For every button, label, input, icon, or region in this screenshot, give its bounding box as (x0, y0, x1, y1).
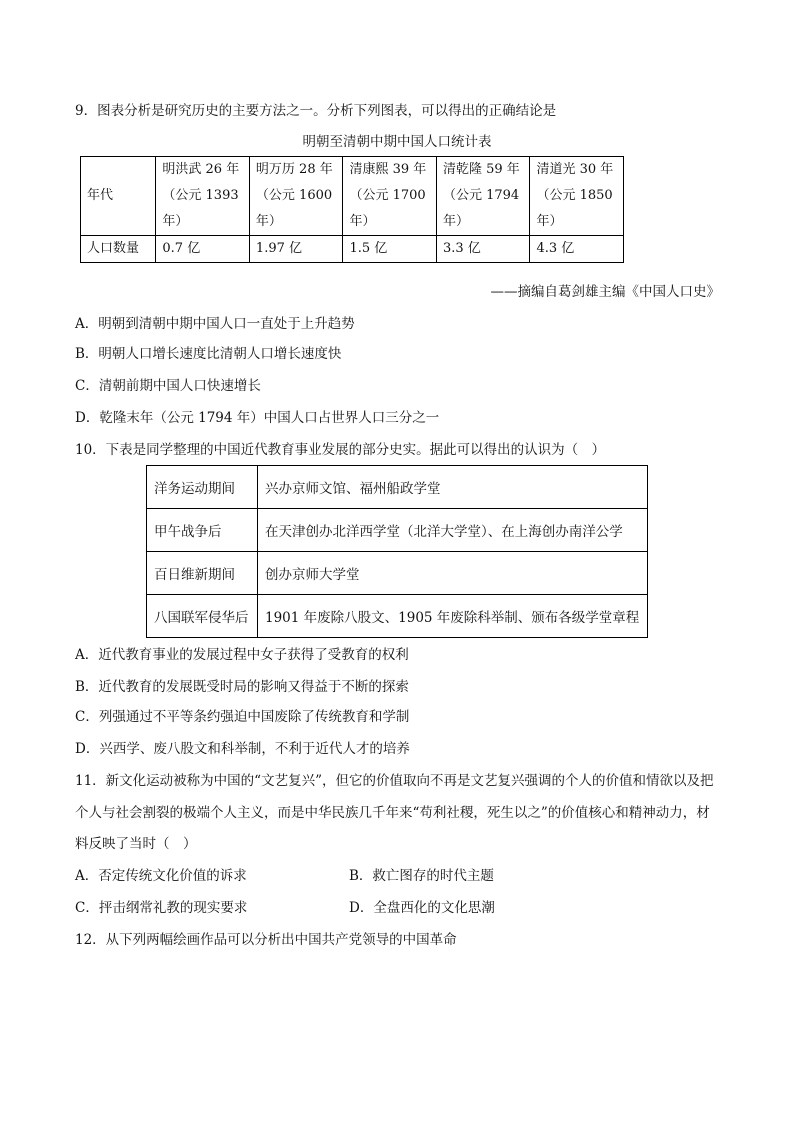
population-table-title: 明朝至清朝中期中国人口统计表 (302, 134, 492, 150)
era-cell: 明万历 28 年 （公元 1600 年） (249, 157, 343, 236)
population-cell: 0.7 亿 (156, 236, 250, 263)
source-citation: ——摘编自葛剑雄主编《中国人口史》 (490, 284, 720, 300)
q11-stem-line1: 11．新文化运动被称为中国的“文艺复兴”，但它的价值取向不再是文艺复兴强调的个人的价值和情欲以及把 (75, 773, 714, 789)
period-cell: 百日维新期间 (147, 552, 258, 595)
population-cell: 1.97 亿 (249, 236, 343, 263)
q10-option-b: B．近代教育的发展既受时局的影响又得益于不断的探索 (75, 679, 409, 695)
q11-stem-line2: 个人与社会割裂的极端个人主义，而是中华民族几千年来“苟利社稷，死生以之”的价值核心和精神动力，材 (75, 805, 710, 821)
table-row (147, 595, 648, 638)
population-row-header: 人口数量 (81, 236, 156, 263)
population-table (80, 156, 624, 263)
period-cell: 洋务运动期间 (147, 466, 258, 509)
population-cell: 1.5 亿 (343, 236, 437, 263)
q9-option-d: D．乾隆末年（公元 1794 年）中国人口占世界人口三分之一 (75, 410, 440, 426)
population-cell: 3.3 亿 (436, 236, 530, 263)
period-cell: 八国联军侵华后 (147, 595, 258, 638)
q10-option-a: A．近代教育事业的发展过程中女子获得了受教育的权利 (75, 647, 409, 663)
table-row (147, 552, 648, 595)
era-cell: 清康熙 39 年 （公元 1700 年） (343, 157, 437, 236)
q9-option-b: B．明朝人口增长速度比清朝人口增长速度快 (75, 346, 342, 362)
q11-option-b: B．救亡图存的时代主题 (349, 868, 494, 884)
q10-option-c: C．列强通过不平等条约强迫中国废除了传统教育和学制 (75, 709, 410, 725)
period-cell: 甲午战争后 (147, 509, 258, 552)
table-row (147, 466, 648, 509)
table-row (81, 236, 624, 263)
q9-option-c: C．清朝前期中国人口快速增长 (75, 378, 261, 394)
fact-cell: 在天津创办北洋西学堂（北洋大学堂）、在上海创办南洋公学 (258, 509, 648, 552)
q11-stem-line3: 料反映了当时（ ） (75, 836, 197, 852)
fact-cell: 兴办京师文馆、福州船政学堂 (258, 466, 648, 509)
era-cell: 明洪武 26 年 （公元 1393 年） (156, 157, 250, 236)
population-cell: 4.3 亿 (530, 236, 624, 263)
table-row (147, 509, 648, 552)
era-cell: 清道光 30 年 （公元 1850 年） (530, 157, 624, 236)
q10-stem: 10．下表是同学整理的中国近代教育事业发展的部分史实。据此可以得出的认识为（ ） (75, 442, 606, 458)
era-row-header: 年代 (81, 157, 156, 236)
q10-option-d: D．兴西学、废八股文和科举制，不利于近代人才的培养 (75, 741, 410, 757)
q11-option-c: C．抨击纲常礼教的现实要求 (75, 900, 248, 916)
table-row (81, 157, 624, 236)
era-cell: 清乾隆 59 年 （公元 1794 年） (436, 157, 530, 236)
q11-option-a: A．否定传统文化价值的诉求 (75, 868, 247, 884)
fact-cell: 创办京师大学堂 (258, 552, 648, 595)
education-table (146, 465, 648, 638)
fact-cell: 1901 年废除八股文、1905 年废除科举制、颁布各级学堂章程 (258, 595, 648, 638)
q11-option-d: D．全盘西化的文化思潮 (349, 900, 495, 916)
q12-stem: 12．从下列两幅绘画作品可以分析出中国共产党领导的中国革命 (75, 932, 457, 948)
q9-stem: 9．图表分析是研究历史的主要方法之一。分析下列图表，可以得出的正确结论是 (75, 103, 557, 119)
q9-option-a: A．明朝到清朝中期中国人口一直处于上升趋势 (75, 316, 355, 332)
